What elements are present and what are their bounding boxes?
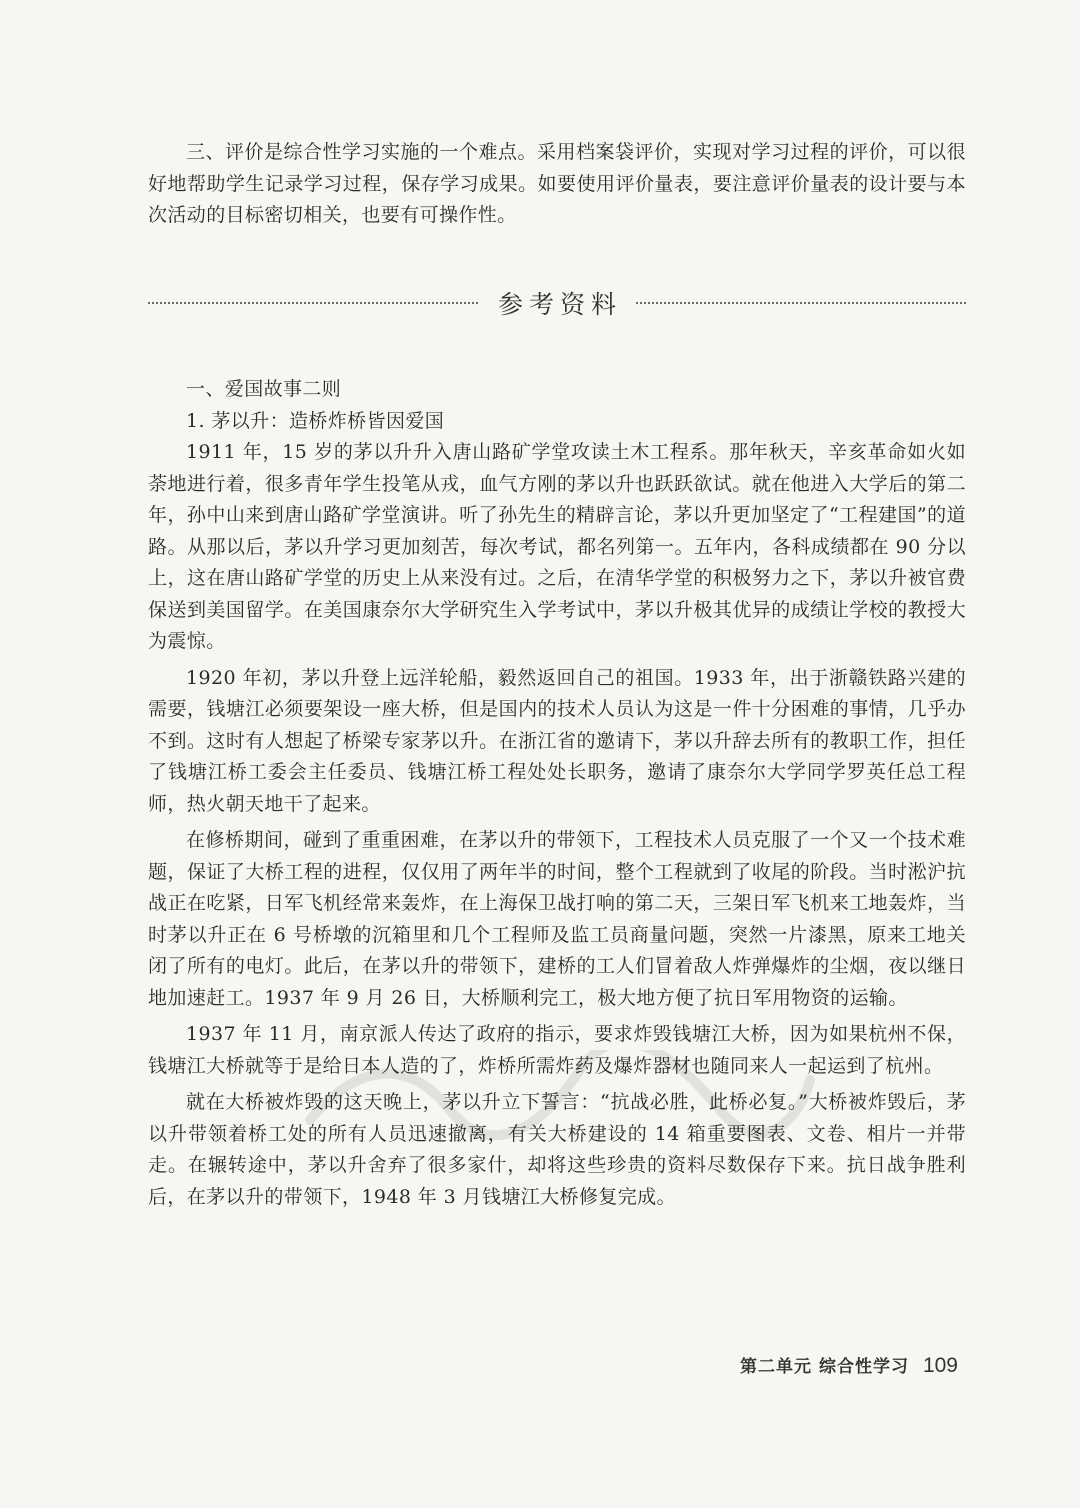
story-paragraph: 1911 年，15 岁的茅以升升入唐山路矿学堂攻读土木工程系。那年秋天，辛亥革命如火如荼地进行着，很多青年学生投笔从戎，血气方刚的茅以升也跃跃欲试。就在他进入大学后的第二年，孙中山来到唐山路矿学堂演讲。听了孙先生的精辟言论，茅以升更加坚定了“工程建国”的道路。从那以后，茅以升学习更加刻苦，每次考试，都名列第一。五年内，各科成绩都在 90 分以上，这在唐山路矿学堂的历史上从来没有过。之后，在清华学堂的积极努力之下，茅以升被官费保送到美国留学。在美国康奈尔大学研究生入学考试中，茅以升极其优异的成绩让学校的教授大为震惊。 [148,441,966,652]
section-title: 参考资料 [498,290,623,319]
story-heading: 一、爱国故事二则 [186,378,342,400]
evaluation-section [148,137,966,232]
story-paragraph: 1920 年初，茅以升登上远洋轮船，毅然返回自己的祖国。1933 年，出于浙赣铁路兴建的需要，钱塘江必须要架设一座大桥，但是国内的技术人员认为这是一件十分困难的事情，几乎办不到。这时有人想起了桥梁专家茅以升。在浙江省的邀请下，茅以升辞去所有的教职工作，担任了钱塘江桥工委会主任委员、钱塘江桥工程处处长职务，邀请了康奈尔大学同学罗英任总工程师，热火朝天地干了起来。 [148,666,966,815]
right-dotted-rule [636,302,966,304]
story-subheading: 1. 茅以升：造桥炸桥皆因爱国 [186,409,445,432]
evaluation-paragraph: 三、评价是综合性学习实施的一个难点。采用档案袋评价，实现对学习过程的评价，可以很好地帮助学生记录学习过程，保存学习成果。如要使用评价量表，要注意评价量表的设计要与本次活动的目标密切相关，也要有可操作性。 [148,141,966,226]
textbook-page [148,0,966,1508]
page-footer [740,1352,958,1378]
unit-label: 第二单元 综合性学习 [740,1357,909,1377]
reference-content [148,374,966,1213]
story-paragraph: 1937 年 11 月，南京派人传达了政府的指示，要求炸毁钱塘江大桥，因为如果杭州不保，钱塘江大桥就等于是给日本人造的了，炸桥所需炸药及爆炸器材也随同来人一起运到了杭州。 [148,1023,966,1077]
story-paragraph: 在修桥期间，碰到了重重困难，在茅以升的带领下，工程技术人员克服了一个又一个技术难题，保证了大桥工程的进程，仅仅用了两年半的时间，整个工程就到了收尾的阶段。当时淞沪抗战正在吃紧，日军飞机经常来轰炸，在上海保卫战打响的第二天，三架日军飞机来工地轰炸，当时茅以升正在 6 号桥墩的沉箱里和几个工程师及监工员商量问题，突然一片漆黑，原来工地关闭了所有的电灯。此后，在茅以升的带领下，建桥的工人们冒着敌人炸弹爆炸的尘烟，夜以继日地加速赶工。1937 年 9 月 26 日，大桥顺利完工，极大地方便了抗日军用物资的运输。 [148,829,966,1009]
story-paragraph: 就在大桥被炸毁的这天晚上，茅以升立下誓言：“抗战必胜，此桥必复。”大桥被炸毁后，茅以升带领着桥工处的所有人员迅速撤离，有关大桥建设的 14 箱重要图表、文卷、相片一并带走。在辗转途中，茅以升舍弃了很多家什，却将这些珍贵的资料尽数保存下来。抗日战争胜利后，在茅以升的带领下，1948 年 3 月钱塘江大桥修复完成。 [148,1091,966,1208]
left-dotted-rule [148,302,478,304]
reference-section-divider [148,283,966,323]
page-number: 109 [922,1354,958,1377]
